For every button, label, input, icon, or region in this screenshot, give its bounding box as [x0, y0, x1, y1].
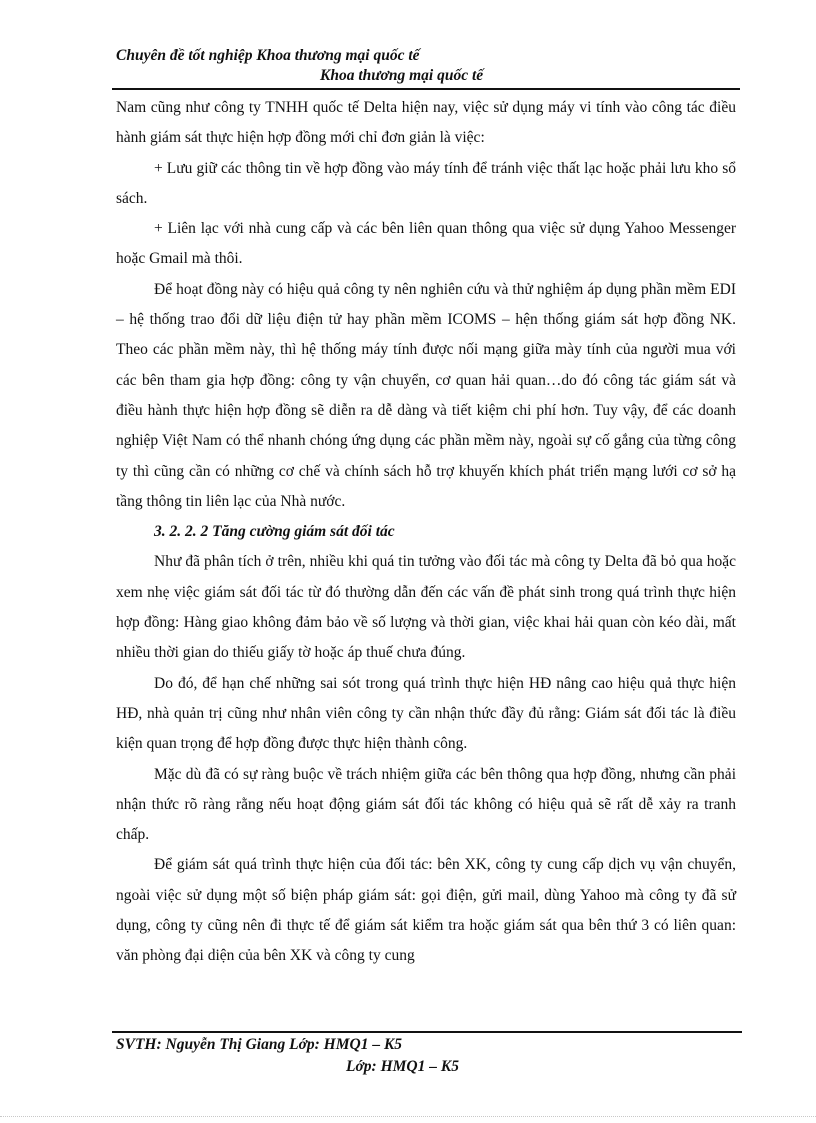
header-title: Chuyên đề tốt nghiệp Khoa thương mại quốc tế: [116, 47, 420, 64]
page-bottom-edge: [0, 1116, 816, 1117]
header-divider: [112, 88, 740, 90]
paragraph-limit-errors: Do đó, để hạn chế những sai sót trong quá trình thực hiện HĐ nâng cao hiệu quả thực hiện HĐ, nhà quản trị cũng như nhân viên công ty cần nhận thức đầy đủ rằng: Giám sát đối tác là điều kiện quan trọng để hợp đồng được thực hiện thành công.: [116, 674, 736, 753]
footer-class-info: Lớp: HMQ1 – K5: [346, 1058, 459, 1075]
section-heading: 3. 2. 2. 2 Tăng cường giám sát đối tác: [154, 523, 395, 541]
document-body: [116, 93, 736, 972]
paragraph-bullet-contact: + Liên lạc với nhà cung cấp và các bên liên quan thông qua việc sử dụng Yahoo Messenger hoặc Gmail mà thôi.: [116, 220, 736, 268]
paragraph-continuation: Nam cũng như công ty TNHH quốc tế Delta hiện nay, việc sử dụng máy vi tính vào công tác điều hành giám sát thực hiện hợp đồng mới chỉ đơn giản là việc:: [116, 99, 736, 147]
paragraph-bullet-storage: + Lưu giữ các thông tin về hợp đồng vào máy tính để tránh việc thất lạc hoặc phải lưu kho sổ sách.: [116, 159, 736, 207]
page-footer: [116, 1034, 746, 1078]
paragraph-partner-analysis: Như đã phân tích ở trên, nhiều khi quá tin tưởng vào đối tác mà công ty Delta đã bỏ qua hoặc xem nhẹ việc giám sát đối tác từ đó thường dẫn đến các vấn đề phát sinh trong quá trình thực hiện hợp đồng: Hàng giao không đảm bảo về số lượng và thời gian, việc khai hải quan còn kéo dài, mất nhiều thời gian do thiếu giấy tờ hoặc áp thuế chưa đúng.: [116, 553, 736, 662]
paragraph-responsibility: Mặc dù đã có sự ràng buộc về trách nhiệm giữa các bên thông qua hợp đồng, nhưng cần phải nhận thức rõ ràng rằng nếu hoạt động giám sát đối tác không có hiệu quả sẽ rất dễ xảy ra tranh chấp.: [116, 765, 736, 844]
footer-student-info: SVTH: Nguyễn Thị Giang Lớp: HMQ1 – K5: [116, 1036, 403, 1053]
header-subtitle: Khoa thương mại quốc tế: [320, 67, 484, 84]
paragraph-edi-software: Để hoạt đồng này có hiệu quả công ty nên nghiên cứu và thử nghiệm áp dụng phần mềm EDI – hệ thống trao đổi dữ liệu điện tử hay phần mềm ICOMS – hện thống giám sát hợp đồng NK. Theo các phần mềm này, thì hệ thống máy tính được nối mạng giữa mày tính của người mua với các bên tham gia hợp đồng: công ty vận chuyển, cơ quan hải quan…do đó công tác giám sát và điều hành thực hiện hợp đồng sẽ diễn ra dễ dàng và tiết kiệm chi phí hơn. Tuy vậy, để các doanh nghiệp Việt Nam có thể nhanh chóng ứng dụng các phần mềm này, ngoài sự cố gắng của từng công ty thì cũng cần có những cơ chế và chính sách hỗ trợ khuyến khích phát triển mạng lưới cơ sở hạ tầng thông tin liên lạc của Nhà nước.: [116, 280, 736, 510]
page-header: [116, 46, 746, 86]
paragraph-monitoring-methods: Để giám sát quá trình thực hiện của đối tác: bên XK, công ty cung cấp dịch vụ vận chuyển, ngoài việc sử dụng một số biện pháp giám sát: gọi điện, gửi mail, dùng Yahoo mà công ty đã sử dụng, công ty cũng nên đi thực tế để giám sát kiểm tra hoặc giám sát qua bên thứ 3 có liên quan: văn phòng đại diện của bên XK và công ty cung: [116, 856, 736, 965]
footer-divider: [112, 1031, 742, 1033]
